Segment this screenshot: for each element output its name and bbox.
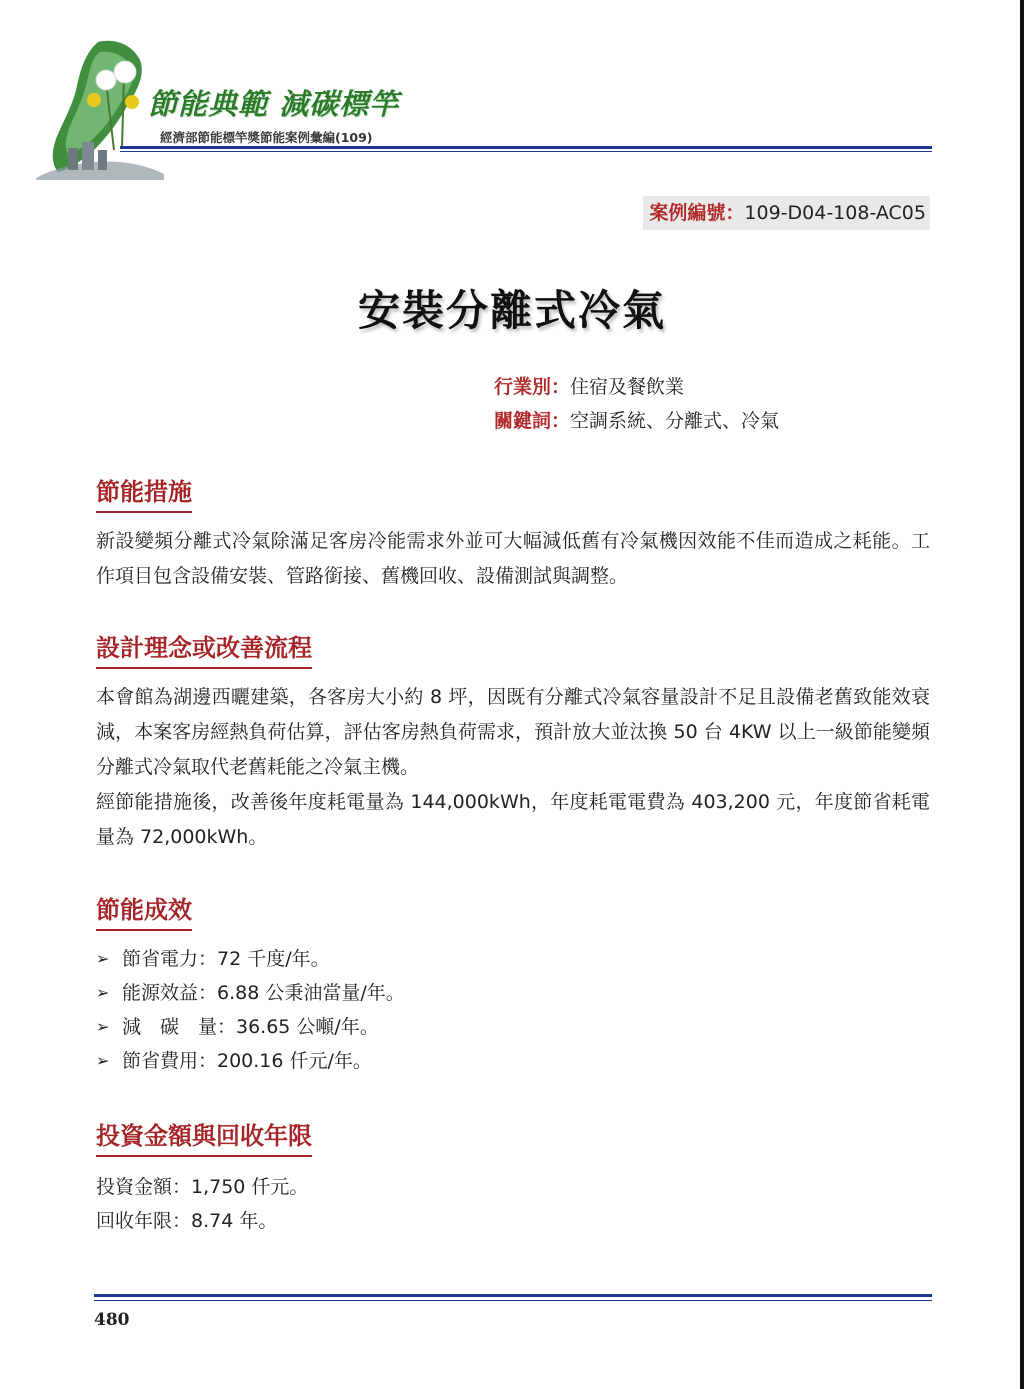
industry-row	[494, 374, 684, 400]
investment-lines	[96, 1170, 308, 1238]
taiwan-dandelion-logo-icon	[28, 30, 168, 180]
arrow-bullet-icon: ➢	[96, 1017, 110, 1036]
header-slogan: 節能典範 減碳標竿	[148, 87, 400, 121]
arrow-bullet-icon: ➢	[96, 983, 110, 1002]
section-heading-design: 設計理念或改善流程	[96, 628, 312, 669]
footer-divider-thin	[94, 1300, 932, 1301]
keywords-label: 關鍵詞：	[494, 410, 571, 432]
page-number: 480	[94, 1310, 130, 1330]
design-paragraph-2: 經節能措施後，改善後年度耗電量為 144,000kWh，年度耗電電費為 403,200 元，年度節省耗電量為 72,000kWh。	[96, 791, 930, 848]
header-divider-thin	[120, 151, 932, 152]
design-text	[96, 680, 930, 855]
case-number-value: 109-D04-108-AC05	[744, 202, 926, 224]
list-item: ➢ 節省費用：200.16 仟元/年。	[96, 1044, 930, 1078]
measures-text	[96, 524, 930, 594]
results-list	[96, 942, 930, 1078]
investment-amount: 投資金額：1,750 仟元。	[96, 1176, 309, 1198]
list-item: ➢ 減 碳 量：36.65 公噸/年。	[96, 1010, 930, 1044]
section-heading-investment: 投資金額與回收年限	[96, 1116, 312, 1157]
page-edge	[1020, 0, 1024, 1389]
list-item: ➢ 節省電力：72 千度/年。	[96, 942, 930, 976]
case-number	[643, 196, 930, 230]
case-number-label: 案例編號：	[649, 202, 745, 224]
arrow-bullet-icon: ➢	[96, 949, 110, 968]
design-paragraph-1: 本會館為湖邊西曬建築，各客房大小約 8 坪，因既有分離式冷氣容量設計不足且設備老舊致能效衰減，本案客房經熱負荷估算，評估客房熱負荷需求，預計放大並汰換 50 台 4KW 以上一級節能變頻分離式冷氣取代老舊耗能之冷氣主機。	[96, 686, 930, 778]
industry-label: 行業別：	[494, 376, 571, 398]
footer-divider	[94, 1294, 932, 1297]
industry-value: 住宿及餐飲業	[570, 376, 685, 398]
header-divider	[120, 146, 932, 149]
section-heading-results: 節能成效	[96, 890, 192, 931]
section-heading-measures: 節能措施	[96, 472, 192, 513]
page-title: 安裝分離式冷氣	[357, 286, 666, 335]
list-item: ➢ 能源效益：6.88 公秉油當量/年。	[96, 976, 930, 1010]
keywords-row	[494, 408, 779, 434]
measures-paragraph: 新設變頻分離式冷氣除滿足客房冷能需求外並可大幅減低舊有冷氣機因效能不佳而造成之耗能。工作項目包含設備安裝、管路銜接、舊機回收、設備測試與調整。	[96, 530, 930, 587]
arrow-bullet-icon: ➢	[96, 1051, 110, 1070]
payback-period: 回收年限：8.74 年。	[96, 1210, 278, 1232]
keywords-value: 空調系統、分離式、冷氣	[570, 410, 780, 432]
header-subtitle: 經濟部節能標竿獎節能案例彙編(109)	[160, 130, 373, 145]
